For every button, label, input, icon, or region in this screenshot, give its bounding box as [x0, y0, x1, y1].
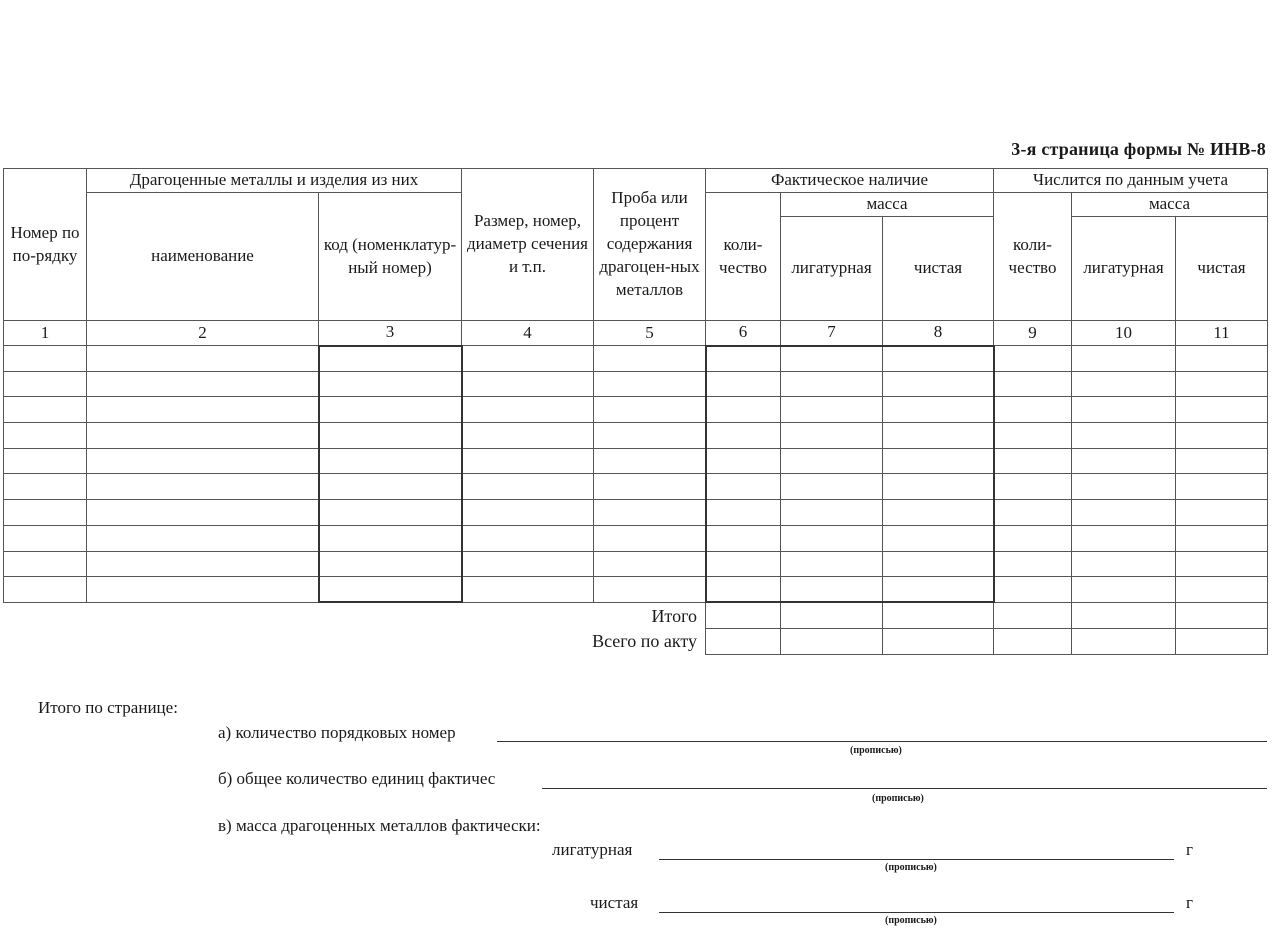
table-cell[interactable] — [994, 371, 1072, 397]
table-cell[interactable] — [706, 423, 781, 449]
table-cell[interactable] — [1072, 525, 1176, 551]
summary-pure-label: чистая — [590, 893, 639, 912]
table-cell[interactable] — [594, 551, 706, 577]
summary-a-label: а) количество порядковых номер — [218, 723, 456, 742]
summary-b-label: б) общее количество единиц фактичес — [218, 769, 496, 788]
column-number: 5 — [594, 321, 706, 346]
table-cell[interactable] — [594, 397, 706, 423]
header-accounted-pure: чистая — [1176, 217, 1268, 321]
table-cell[interactable] — [706, 474, 781, 500]
table-cell[interactable] — [883, 423, 994, 449]
table-cell[interactable] — [1176, 371, 1268, 397]
summary-ligature-unit: г — [1186, 840, 1193, 859]
table-cell[interactable] — [883, 551, 994, 577]
table-cell[interactable] — [319, 577, 462, 603]
table-row — [4, 577, 1268, 603]
table-cell[interactable] — [462, 551, 594, 577]
total-label: Итого — [651, 605, 697, 626]
table-cell[interactable] — [781, 577, 883, 603]
table-cell[interactable] — [781, 474, 883, 500]
summary-c-label: в) масса драгоценных металлов фактически: — [218, 816, 541, 835]
summary-a-line[interactable] — [497, 741, 1267, 742]
table-cell[interactable] — [594, 371, 706, 397]
table-cell[interactable] — [594, 346, 706, 372]
table-cell[interactable] — [1072, 551, 1176, 577]
table-cell[interactable] — [462, 371, 594, 397]
table-cell[interactable] — [781, 448, 883, 474]
column-number: 3 — [319, 321, 462, 346]
table-row — [4, 371, 1268, 397]
table-cell[interactable] — [319, 423, 462, 449]
summary-pure-hint: (прописью) — [885, 915, 937, 926]
header-accounted-mass: масса — [1072, 193, 1268, 217]
column-number: 8 — [883, 321, 994, 346]
table-cell[interactable] — [87, 474, 319, 500]
table-cell[interactable] — [594, 525, 706, 551]
table-cell[interactable] — [1072, 474, 1176, 500]
table-cell[interactable] — [706, 397, 781, 423]
table-cell[interactable] — [4, 448, 87, 474]
table-cell[interactable] — [883, 577, 994, 603]
header-actual-pure: чистая — [883, 217, 994, 321]
table-cell[interactable] — [994, 423, 1072, 449]
summary-ligature-line[interactable] — [659, 859, 1174, 860]
total-cell[interactable] — [781, 628, 883, 654]
table-cell[interactable] — [1072, 397, 1176, 423]
table-cell[interactable] — [994, 500, 1072, 526]
table-cell[interactable] — [87, 371, 319, 397]
table-cell[interactable] — [1176, 577, 1268, 603]
table-cell[interactable] — [883, 525, 994, 551]
summary-b-line[interactable] — [542, 788, 1267, 789]
table-cell[interactable] — [4, 397, 87, 423]
table-cell[interactable] — [706, 577, 781, 603]
table-cell[interactable] — [462, 474, 594, 500]
table-cell[interactable] — [994, 577, 1072, 603]
table-cell[interactable] — [1072, 500, 1176, 526]
table-cell[interactable] — [1072, 346, 1176, 372]
table-cell[interactable] — [883, 397, 994, 423]
table-cell[interactable] — [319, 371, 462, 397]
table-cell[interactable] — [1176, 346, 1268, 372]
summary-b-hint: (прописью) — [872, 793, 924, 804]
table-cell[interactable] — [462, 500, 594, 526]
table-cell[interactable] — [1072, 423, 1176, 449]
header-actual-ligature: лигатурная — [781, 217, 883, 321]
table-cell[interactable] — [1176, 474, 1268, 500]
header-code: код (номенклатур-ный номер) — [319, 193, 462, 321]
table-cell[interactable] — [781, 397, 883, 423]
inventory-table — [3, 168, 1268, 655]
table-cell[interactable] — [706, 551, 781, 577]
header-accounted-quantity: коли-чество — [994, 193, 1072, 321]
table-cell[interactable] — [594, 448, 706, 474]
column-number-row — [4, 321, 1268, 346]
summary-a-hint: (прописью) — [850, 745, 902, 756]
table-cell[interactable] — [994, 346, 1072, 372]
table-cell[interactable] — [883, 474, 994, 500]
column-number: 11 — [1176, 321, 1268, 346]
table-cell[interactable] — [1176, 525, 1268, 551]
total-cell[interactable] — [1176, 602, 1268, 628]
header-name: наименование — [87, 193, 319, 321]
table-cell[interactable] — [462, 448, 594, 474]
act-total-label: Всего по акту — [592, 631, 697, 652]
summary-ligature-hint: (прописью) — [885, 862, 937, 873]
table-cell[interactable] — [4, 500, 87, 526]
table-cell[interactable] — [87, 577, 319, 603]
table-cell[interactable] — [4, 423, 87, 449]
table-cell[interactable] — [706, 500, 781, 526]
total-cell[interactable] — [706, 628, 781, 654]
table-cell[interactable] — [4, 577, 87, 603]
table-row — [4, 551, 1268, 577]
table-cell[interactable] — [781, 371, 883, 397]
table-cell[interactable] — [319, 397, 462, 423]
table-cell[interactable] — [1176, 551, 1268, 577]
table-cell[interactable] — [87, 500, 319, 526]
table-row — [4, 397, 1268, 423]
table-row — [4, 448, 1268, 474]
table-cell[interactable] — [319, 551, 462, 577]
column-number: 4 — [462, 321, 594, 346]
table-cell[interactable] — [706, 346, 781, 372]
table-cell[interactable] — [87, 525, 319, 551]
header-number: Номер по по-рядку — [4, 169, 87, 321]
table-cell[interactable] — [462, 577, 594, 603]
table-cell[interactable] — [4, 346, 87, 372]
table-cell[interactable] — [883, 500, 994, 526]
table-cell[interactable] — [994, 448, 1072, 474]
table-cell[interactable] — [781, 551, 883, 577]
header-actual: Фактическое наличие — [706, 169, 994, 193]
summary-pure-unit: г — [1186, 893, 1193, 912]
table-cell[interactable] — [1176, 448, 1268, 474]
total-cell[interactable] — [1072, 602, 1176, 628]
table-cell[interactable] — [4, 474, 87, 500]
table-cell[interactable] — [1176, 423, 1268, 449]
table-cell[interactable] — [87, 448, 319, 474]
table-cell[interactable] — [1072, 448, 1176, 474]
table-cell[interactable] — [781, 423, 883, 449]
header-actual-mass: масса — [781, 193, 994, 217]
table-cell[interactable] — [781, 525, 883, 551]
header-precious-group: Драгоценные металлы и изделия из них — [87, 169, 462, 193]
table-cell[interactable] — [1072, 371, 1176, 397]
header-accounted: Числится по данным учета — [994, 169, 1268, 193]
table-cell[interactable] — [994, 525, 1072, 551]
column-number: 7 — [781, 321, 883, 346]
header-size: Размер, номер, диаметр сечения и т.п. — [462, 169, 594, 321]
table-cell[interactable] — [1176, 397, 1268, 423]
table-cell[interactable] — [994, 397, 1072, 423]
table-row — [4, 474, 1268, 500]
column-number: 2 — [87, 321, 319, 346]
table-body — [4, 346, 1268, 603]
form-label: 3-я страница формы № ИНВ-8 — [1011, 139, 1266, 159]
table-cell[interactable] — [706, 448, 781, 474]
table-cell[interactable] — [319, 500, 462, 526]
table-cell[interactable] — [319, 346, 462, 372]
table-row — [4, 525, 1268, 551]
total-cell[interactable] — [883, 602, 994, 628]
table-cell[interactable] — [781, 500, 883, 526]
table-cell[interactable] — [594, 474, 706, 500]
table-cell[interactable] — [594, 577, 706, 603]
table-row — [4, 500, 1268, 526]
summary-ligature-label: лигатурная — [552, 840, 633, 859]
table-cell[interactable] — [4, 525, 87, 551]
table-row — [4, 346, 1268, 372]
column-number: 10 — [1072, 321, 1176, 346]
total-cell[interactable] — [781, 602, 883, 628]
column-number: 1 — [4, 321, 87, 346]
summary-title: Итого по странице: — [38, 698, 178, 717]
header-accounted-ligature: лигатурная — [1072, 217, 1176, 321]
table-cell[interactable] — [319, 448, 462, 474]
total-cell[interactable] — [883, 628, 994, 654]
header-actual-quantity: коли-чество — [706, 193, 781, 321]
table-cell[interactable] — [87, 346, 319, 372]
total-cell[interactable] — [994, 628, 1072, 654]
table-cell[interactable] — [462, 346, 594, 372]
table-cell[interactable] — [883, 448, 994, 474]
table-row — [4, 423, 1268, 449]
table-cell[interactable] — [87, 423, 319, 449]
total-row — [4, 602, 1268, 628]
table-cell[interactable] — [1176, 500, 1268, 526]
table-cell[interactable] — [706, 525, 781, 551]
table-cell[interactable] — [706, 371, 781, 397]
table-cell[interactable] — [462, 525, 594, 551]
table-cell[interactable] — [4, 371, 87, 397]
header-assay: Проба или процент содержания драгоцен-ных металлов — [594, 169, 706, 321]
table-cell[interactable] — [883, 346, 994, 372]
table-cell[interactable] — [87, 551, 319, 577]
total-cell[interactable] — [994, 602, 1072, 628]
total-cell[interactable] — [1176, 628, 1268, 654]
table-cell[interactable] — [462, 397, 594, 423]
table-cell[interactable] — [319, 525, 462, 551]
total-cell[interactable] — [706, 602, 781, 628]
act-total-row — [4, 628, 1268, 654]
table-cell[interactable] — [1072, 577, 1176, 603]
table-cell[interactable] — [462, 423, 594, 449]
table-cell[interactable] — [994, 474, 1072, 500]
table-cell[interactable] — [4, 551, 87, 577]
total-cell[interactable] — [1072, 628, 1176, 654]
table-cell[interactable] — [994, 551, 1072, 577]
table-cell[interactable] — [781, 346, 883, 372]
summary-pure-line[interactable] — [659, 912, 1174, 913]
column-number: 9 — [994, 321, 1072, 346]
table-cell[interactable] — [883, 371, 994, 397]
column-number: 6 — [706, 321, 781, 346]
table-cell[interactable] — [319, 474, 462, 500]
table-cell[interactable] — [594, 423, 706, 449]
table-cell[interactable] — [87, 397, 319, 423]
table-cell[interactable] — [594, 500, 706, 526]
